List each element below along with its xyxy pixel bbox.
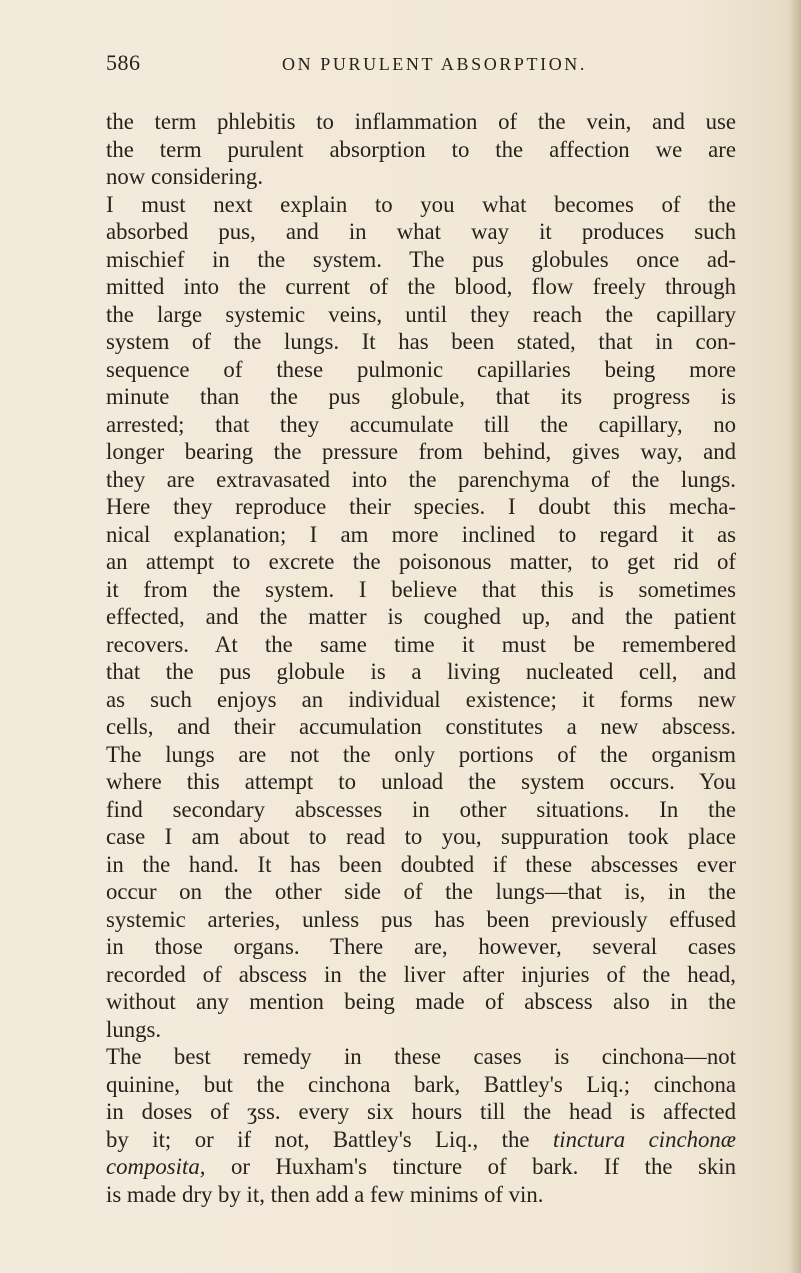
text-line: now considering. <box>106 164 264 189</box>
text-line: the large systemic veins, until they reach the capillary <box>106 301 736 327</box>
text-line: recorded of abscess in the liver after injuries of the head, <box>106 961 736 987</box>
text-line-with-italic <box>106 1153 736 1181</box>
italic-term: composita, <box>106 1154 206 1179</box>
text-line: mitted into the current of the blood, flow freely through <box>106 274 736 299</box>
text-line: in the hand. It has been doubted if these abscesses ever <box>106 851 736 877</box>
text-line: is made dry by it, then add a few minims of vin. <box>106 1181 544 1207</box>
text-segment: by it; or if not, Battley's Liq., the <box>106 1126 530 1152</box>
text-line: I must next explain to you what becomes of the <box>106 191 736 217</box>
text-line: it from the system. I believe that this is sometimes <box>106 576 736 602</box>
text-line: nical explanation; I am more inclined to regard it as <box>106 521 736 547</box>
text-line: recovers. At the same time it must be remembered <box>106 631 736 657</box>
text-line: effected, and the matter is coughed up, and the patient <box>106 604 736 629</box>
text-line: the term purulent absorption to the affection we are <box>106 136 736 162</box>
text-line: The best remedy in these cases is cinchona—not <box>106 1044 736 1069</box>
text-line: systemic arteries, unless pus has been previously effused <box>106 906 736 932</box>
text-line-with-italic <box>106 1126 736 1154</box>
text-line: sequence of these pulmonic capillaries being more <box>106 356 736 382</box>
text-line: mischief in the system. The pus globules once ad- <box>106 246 736 272</box>
text-line: the term phlebitis to inflammation of the vein, and use <box>106 109 736 134</box>
text-line: The lungs are not the only portions of the organism <box>106 741 736 767</box>
text-line: they are extravasated into the parenchyma of the lungs. <box>106 466 736 492</box>
text-line: in doses of ʒss. every six hours till the head is affected <box>106 1099 736 1124</box>
text-line: arrested; that they accumulate till the capillary, no <box>106 411 736 437</box>
text-segment: or Huxham's tincture of bark. If the skin <box>205 1154 736 1179</box>
page-number: 586 <box>106 50 141 75</box>
page-header <box>106 50 766 84</box>
text-line: find secondary abscesses in other situations. In the <box>106 796 736 822</box>
text-line: in those organs. There are, however, several cases <box>106 934 736 959</box>
text-line: without any mention being made of abscess also in the <box>106 989 736 1014</box>
text-line: cells, and their accumulation constitutes a new abscess. <box>106 714 736 739</box>
running-head: ON PURULENT ABSORPTION. <box>282 54 587 74</box>
text-line: occur on the other side of the lungs—that is, in the <box>106 879 736 904</box>
text-line: lungs. <box>106 1016 162 1042</box>
page-edge-shadow <box>789 0 801 1273</box>
body-text <box>106 108 736 1208</box>
italic-term: tinctura cinchonæ <box>552 1126 736 1152</box>
text-line: Here they reproduce their species. I doubt this mecha- <box>106 494 736 519</box>
text-line: case I am about to read to you, suppuration took place <box>106 824 736 849</box>
text-line: absorbed pus, and in what way it produces such <box>106 219 736 244</box>
text-line: longer bearing the pressure from behind, gives way, and <box>106 439 736 464</box>
text-line: where this attempt to unload the system occurs. You <box>106 769 736 794</box>
text-line: an attempt to excrete the poisonous matter, to get rid of <box>106 549 736 574</box>
text-line: system of the lungs. It has been stated, that in con- <box>106 329 736 354</box>
text-line: that the pus globule is a living nucleated cell, and <box>106 659 736 684</box>
text-line: minute than the pus globule, that its progress is <box>106 384 736 409</box>
text-line: as such enjoys an individual existence; it forms new <box>106 686 736 712</box>
text-line: quinine, but the cinchona bark, Battley's Liq.; cinchona <box>106 1071 736 1097</box>
